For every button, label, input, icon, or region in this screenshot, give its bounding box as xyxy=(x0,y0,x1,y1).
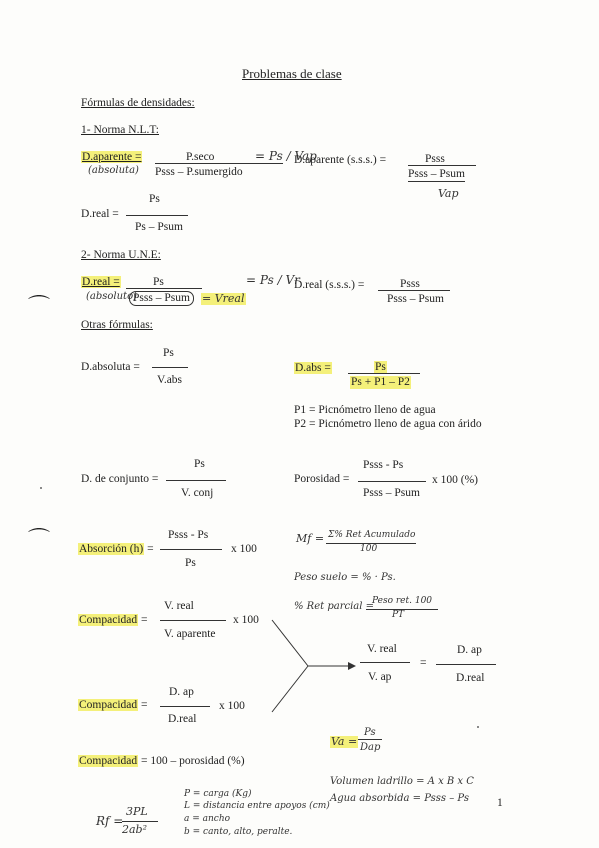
dreal-sss-denominator: Psss – Psum xyxy=(387,293,444,305)
ret-parcial-numerator: Peso ret. 100 xyxy=(372,596,433,606)
dreal1-label: D.real = xyxy=(81,208,119,220)
dap-sss-handwritten: Vap xyxy=(438,187,459,200)
rf-denominator: 2ab² xyxy=(122,823,148,836)
porosidad-numerator: Psss - Ps xyxy=(363,459,404,471)
comp1-numerator: V. real xyxy=(164,600,194,612)
dabs-fraction-bar xyxy=(348,373,420,374)
mf-label: Mf = xyxy=(296,532,325,545)
comp2-fraction-bar xyxy=(160,706,210,707)
a-definition: a = ancho xyxy=(184,814,231,824)
agua-absorbida-note: Agua absorbida = Psss – Ps xyxy=(330,793,470,804)
dap-handwritten-eq: = Ps / Vap xyxy=(255,149,317,163)
dabsoluta-label: D.absoluta = xyxy=(81,361,140,373)
comp2-denominator: D.real xyxy=(168,713,197,725)
va-label: Va = xyxy=(331,735,358,748)
arrow-left-denominator: V. ap xyxy=(368,671,392,683)
stray-dot xyxy=(40,487,42,489)
section1-label: 1- Norma N.L.T: xyxy=(81,124,159,136)
va-denominator: Dap xyxy=(360,742,381,753)
compacidad2-label: Compacidad = xyxy=(79,699,148,711)
dap-sss-denominator: Psss – Psum xyxy=(408,168,465,182)
punch-hole-mark-top: ⌒ xyxy=(28,295,51,320)
dreal-sss-label: D.real (s.s.s.) = xyxy=(294,279,365,291)
absorcion-denominator: Ps xyxy=(185,557,196,569)
dreal1-denominator: Ps – Psum xyxy=(135,221,183,233)
dreal2-fraction-bar xyxy=(126,288,202,289)
dabsoluta-denominator: V.abs xyxy=(157,374,183,386)
dap-numerator: P.seco xyxy=(186,151,215,163)
section2-label: 2- Norma U.N.E: xyxy=(81,249,161,261)
rf-fraction-bar xyxy=(122,821,158,822)
porosidad-factor: x 100 (%) xyxy=(432,474,478,486)
compacidad1-label: Compacidad = xyxy=(79,614,148,626)
dap-sss-label: D.aparente (s.s.s.) = xyxy=(294,154,387,166)
dabs-denominator: Ps + P1 – P2 xyxy=(351,376,410,388)
stray-dot xyxy=(477,726,479,728)
dap-denominator: Psss – P.sumergido xyxy=(155,166,243,178)
l-definition: L = distancia entre apoyos (cm) xyxy=(184,801,330,811)
dabs-label: D.abs = xyxy=(295,362,331,374)
dreal2-label: D.real = xyxy=(82,276,120,288)
arrow-right-fraction-bar xyxy=(436,664,496,665)
comp1-fraction-bar xyxy=(160,620,226,621)
porosidad-denominator: Psss – Psum xyxy=(363,487,420,499)
dreal2-handwritten-vreal: = Vreal xyxy=(202,292,245,305)
b-definition: b = canto, alto, peralte. xyxy=(184,827,293,837)
dconj-label: D. de conjunto = xyxy=(81,473,159,485)
ret-parcial-denominator: PT xyxy=(392,610,405,620)
dreal2-handwritten-eq: = Ps / Vr xyxy=(246,273,300,287)
absorcion-label: Absorción (h) = xyxy=(79,543,154,555)
dreal1-fraction-bar xyxy=(126,215,188,216)
arrow-right-denominator: D.real xyxy=(456,672,485,684)
arrow-left-numerator: V. real xyxy=(367,643,397,655)
dreal-sss-fraction-bar xyxy=(378,290,450,291)
arrow-equals: = xyxy=(420,657,427,669)
merge-arrow xyxy=(270,618,360,714)
dreal2-denominator: Psss – Psum xyxy=(129,291,194,306)
porosidad-fraction-bar xyxy=(358,481,426,482)
porosidad-label: Porosidad = xyxy=(294,473,350,485)
punch-hole-mark-bottom: ⌒ xyxy=(28,528,51,553)
dabsoluta-fraction-bar xyxy=(152,367,188,368)
arrow-left-fraction-bar xyxy=(360,662,410,663)
dap-label: D.aparente = xyxy=(82,151,142,163)
dreal2-note: (absoluto) xyxy=(86,291,137,302)
dabsoluta-numerator: Ps xyxy=(163,347,174,359)
dreal-sss-numerator: Psss xyxy=(400,278,420,290)
mf-denominator: 100 xyxy=(360,544,378,554)
va-numerator: Ps xyxy=(364,727,376,738)
dconj-numerator: Ps xyxy=(194,458,205,470)
comp2-factor: x 100 xyxy=(219,700,245,712)
absorcion-fraction-bar xyxy=(160,549,222,550)
absorcion-factor: x 100 xyxy=(231,543,257,555)
dap-sss-fraction-bar xyxy=(408,165,476,166)
peso-suelo-note: Peso suelo = % · Ps. xyxy=(294,572,396,583)
p1-definition: P1 = Picnómetro lleno de agua xyxy=(294,404,436,416)
rf-label: Rf = xyxy=(96,814,124,828)
dabs-numerator: Ps xyxy=(375,361,386,373)
dconj-denominator: V. conj xyxy=(181,487,214,499)
dreal2-numerator: Ps xyxy=(153,276,164,288)
comp1-factor: x 100 xyxy=(233,614,259,626)
others-label: Otras fórmulas: xyxy=(81,319,153,331)
dreal1-numerator: Ps xyxy=(149,193,160,205)
absorcion-numerator: Psss - Ps xyxy=(168,529,209,541)
p-definition: P = carga (Kg) xyxy=(184,789,252,799)
rf-numerator: 3PL xyxy=(126,805,148,818)
dap-sss-numerator: Psss xyxy=(425,153,445,165)
section-heading: Fórmulas de densidades: xyxy=(81,97,195,109)
mf-numerator: Σ% Ret Acumulado xyxy=(328,530,416,540)
arrow-right-numerator: D. ap xyxy=(457,644,482,656)
va-fraction-bar xyxy=(358,739,382,740)
page-title: Problemas de clase xyxy=(242,66,342,81)
compacidad3: Compacidad = 100 – porosidad (%) xyxy=(79,755,245,767)
comp1-denominator: V. aparente xyxy=(164,628,216,640)
p2-definition: P2 = Picnómetro lleno de agua con árido xyxy=(294,418,482,430)
volumen-ladrillo-note: Volumen ladrillo = A x B x C xyxy=(330,776,474,787)
dconj-fraction-bar xyxy=(166,480,226,481)
dap-note: (absoluta) xyxy=(88,165,139,176)
page-number: 1 xyxy=(497,797,503,809)
comp2-numerator: D. ap xyxy=(169,686,194,698)
ret-parcial-label: % Ret parcial = xyxy=(294,601,374,612)
